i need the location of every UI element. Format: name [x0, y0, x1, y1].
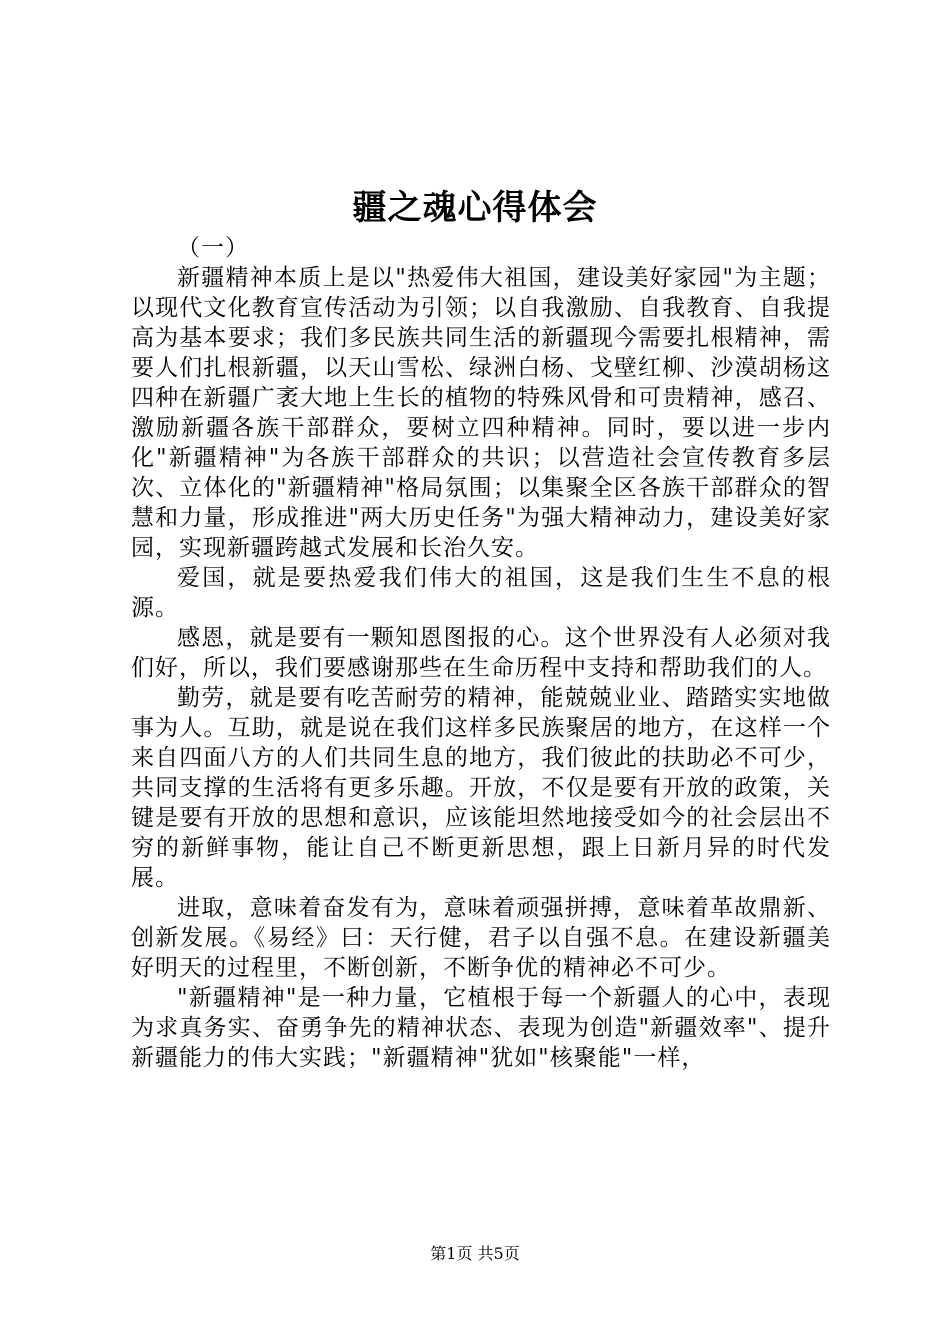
paragraph: 进取，意味着奋发有为，意味着顽强拼搏，意味着革故鼎新、创新发展。《易经》曰：天行健，君子以自强不息。在建设新疆美好明天的过程里，不断创新，不断争优的精神必不可少。 — [131, 895, 831, 981]
document-title: 疆之魂心得体会 — [352, 188, 598, 228]
page-footer: 第1页 共5页 — [430, 1244, 520, 1263]
paragraph: 新疆精神本质上是以"热爱伟大祖国，建设美好家园"为主题；以现代文化教育宣传活动为引领；以自我激励、自我教育、自我提高为基本要求；我们多民族共同生活的新疆现今需要扎根精神，需要人们扎根新疆，以天山雪松、绿洲白杨、戈壁红柳、沙漠胡杨这四种在新疆广袤大地上生长的植物的特殊风骨和可贵精神，感召、激励新疆各族干部群众，要树立四种精神。同时，要以进一步内化"新疆精神"为各族干部群众的共识；以营造社会宣传教育多层次、立体化的"新疆精神"格局氛围；以集聚全区各族干部群众的智慧和力量，形成推进"两大历史任务"为强大精神动力，建设美好家园，实现新疆跨越式发展和长治久安。 — [131, 265, 831, 561]
paragraph: 爱国，就是要热爱我们伟大的祖国，这是我们生生不息的根源。 — [131, 565, 831, 621]
paragraph: "新疆精神"是一种力量，它植根于每一个新疆人的心中，表现为求真务实、奋勇争先的精神状态、表现为创造"新疆效率"、提升新疆能力的伟大实践；"新疆精神"犹如"核聚能"一样， — [131, 985, 831, 1071]
section-label: （一） — [177, 235, 249, 261]
paragraph: 勤劳，就是要有吃苦耐劳的精神，能兢兢业业、踏踏实实地做事为人。互助，就是说在我们这样多民族聚居的地方，在这样一个来自四面八方的人们共同生息的地方，我们彼此的扶助必不可少，共同支撑的生活将有更多乐趣。开放，不仅是要有开放的政策，关键是要有开放的思想和意识，应该能坦然地接受如今的社会层出不穷的新鲜事物，能让自己不断更新思想，跟上日新月异的时代发展。 — [131, 685, 831, 891]
paragraph: 感恩，就是要有一颗知恩图报的心。这个世界没有人必须对我们好，所以，我们要感谢那些在生命历程中支持和帮助我们的人。 — [131, 625, 831, 681]
document-body — [131, 233, 831, 1073]
